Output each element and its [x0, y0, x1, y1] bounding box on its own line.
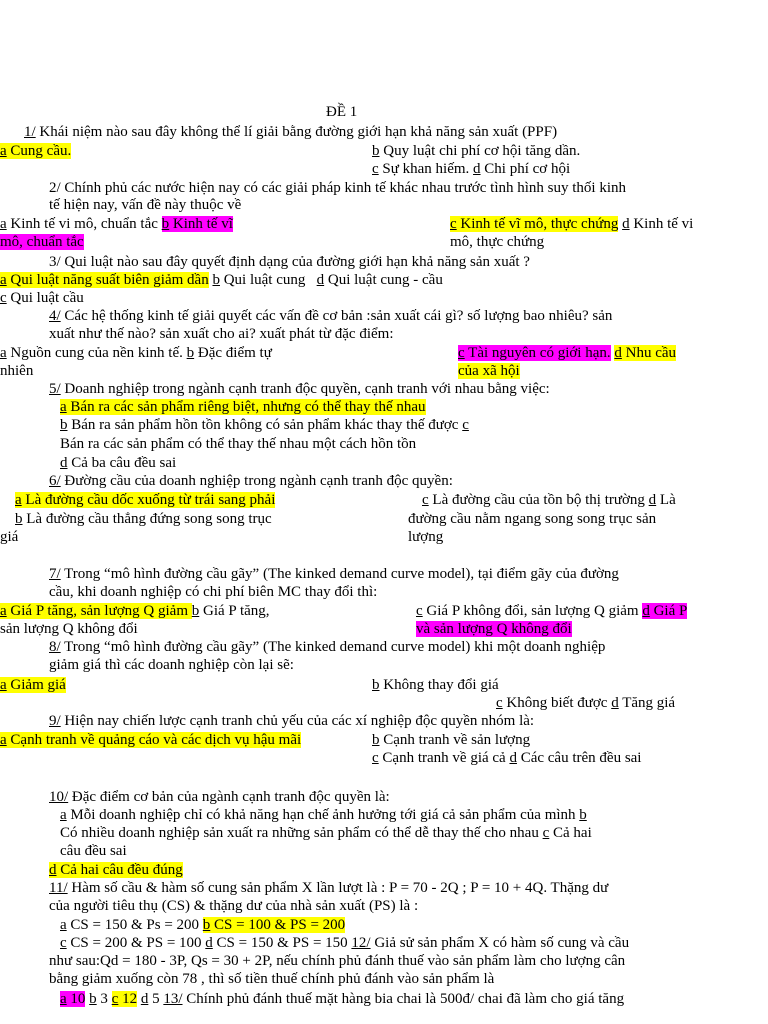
question-5: 5/ Doanh nghiệp trong ngành cạnh tranh độc quyền, cạnh tranh với nhau bằng việc: — [49, 381, 550, 397]
q12-options-q13: a 10 b 3 c 12 d 5 13/ Chính phủ đánh thuế mặt hàng bia chai là 500đ/ chai đã làm cho giá tăng — [60, 991, 625, 1007]
q3-options-a-b-d: a Qui luật năng suất biên giảm dần b Qui luật cung d Qui luật cung - cầu — [0, 272, 443, 288]
question-1: 1/ Khái niệm nào sau đây không thể lí giải bằng đường giới hạn khả năng sản xuất (PPF) — [24, 124, 558, 140]
q7-option-a-b: a Giá P tăng, sản lượng Q giảm b Giá P tăng, — [0, 603, 270, 619]
exam-title: ĐỀ 1 — [326, 104, 358, 120]
q4-option-b-cont: nhiên — [0, 363, 34, 379]
q8-option-a: a Giảm giá — [0, 677, 66, 693]
question-6: 6/ Đường cầu của doanh nghiệp trong ngành cạnh tranh độc quyền: — [49, 473, 453, 489]
q3-option-c: c Qui luật cầu — [0, 290, 84, 306]
q6-option-d-cont1: đường cầu nằm ngang song song trục sản — [408, 511, 657, 527]
q10-option-b-c: Có nhiều doanh nghiệp sản xuất ra những sản phẩm có thể dễ thay thế cho nhau c Cả hai — [60, 825, 592, 841]
question-12-line3: bằng giảm xuống còn 78 , thì số tiền thuế chính phủ đánh vào sản phẩm là — [49, 971, 495, 987]
question-2-line2: tế hiện nay, vấn đề này thuộc về — [49, 197, 242, 213]
q5-option-a: a Bán ra các sản phẩm riêng biệt, nhưng có thể thay thế nhau — [60, 399, 426, 415]
q1-option-a: a Cung cầu. — [0, 143, 72, 159]
q9-option-c-d: c Cạnh tranh về giá cả d Các câu trên đều sai — [372, 750, 642, 766]
question-11-line2: của người tiêu thụ (CS) & thặng dư của nhà sản xuất (PS) là : — [49, 898, 419, 914]
question-10: 10/ Đặc điểm cơ bản của ngành cạnh tranh độc quyền là: — [49, 789, 390, 805]
q6-option-a: a Là đường cầu dốc xuống từ trái sang phải — [15, 492, 276, 508]
q6-option-c-d: c Là đường cầu của tồn bộ thị trường d Là — [422, 492, 676, 508]
question-11-line1: 11/ Hàm số cầu & hàm số cung sản phẩm X lần lượt là : P = 70 - 2Q ; P = 10 + 4Q. Thặng dư — [49, 880, 609, 896]
q2-option-a-b: a Kinh tế vi mô, chuẩn tắc b Kinh tế vĩ — [0, 216, 233, 232]
q10-option-d: d Cả hai câu đều đúng — [49, 862, 183, 878]
q6-option-b-cont: giá — [0, 529, 19, 545]
q1-option-b: b Quy luật chi phí cơ hội tăng dần. — [372, 143, 581, 159]
q5-option-d: d Cả ba câu đều sai — [60, 455, 177, 471]
q11-option-a-b: a CS = 150 & Ps = 200 b CS = 100 & PS = 200 — [60, 917, 346, 933]
q4-option-a-b: a Nguồn cung của nền kinh tế. b Đặc điểm tự — [0, 345, 272, 361]
q9-option-a: a Cạnh tranh về quảng cáo và các dịch vụ hậu mãi — [0, 732, 302, 748]
q9-option-b: b Cạnh tranh về sản lượng — [372, 732, 531, 748]
q5-option-b: b Bán ra sản phẩm hồn tồn không có sản phẩm khác thay thế được c — [60, 417, 469, 433]
q2-option-c-d: c Kinh tế vĩ mô, thực chứng d Kinh tế vi — [450, 216, 694, 232]
question-3: 3/ Qui luật nào sau đây quyết định dạng của đường giới hạn khả năng sản xuất ? — [49, 254, 530, 270]
q7-option-b-cont: sản lượng Q không đổi — [0, 621, 138, 637]
question-4-line2: xuất như thế nào? sản xuất cho ai? xuất phát từ đặc điểm: — [49, 326, 394, 342]
q4-option-d-cont: của xã hội — [458, 363, 520, 379]
q8-option-b: b Không thay đổi giá — [372, 677, 499, 693]
q8-option-c-d: c Không biết được d Tăng giá — [496, 695, 676, 711]
question-8-line1: 8/ Trong “mô hình đường cầu gãy” (The kinked demand curve model) khi một doanh nghiệp — [49, 639, 606, 655]
question-9: 9/ Hiện nay chiến lược cạnh tranh chủ yếu của các xí nghiệp độc quyền nhóm là: — [49, 713, 535, 729]
q10-option-a: a Mỗi doanh nghiệp chỉ có khả năng hạn chế ảnh hưởng tới giá cả sản phẩm của mình b — [60, 807, 587, 823]
q4-option-c-d: c Tài nguyên có giới hạn. d Nhu cầu — [458, 345, 677, 361]
question-2-line1: 2/ Chính phủ các nước hiện nay có các giải pháp kinh tế khác nhau trước tình hình suy thối kinh — [49, 180, 626, 196]
q1-option-c-d: c Sự khan hiếm. d Chi phí cơ hội — [372, 161, 571, 177]
question-4-line1: 4/ Các hệ thống kinh tế giải quyết các vấn đề cơ bản :sản xuất cái gì? số lượng bao nhiêu? sản — [49, 308, 613, 324]
q6-option-d-cont2: lượng — [408, 529, 444, 545]
question-7-line1: 7/ Trong “mô hình đường cầu gãy” (The kinked demand curve model), tại điểm gãy của đường — [49, 566, 619, 582]
question-7-line2: cầu, khi doanh nghiệp có chi phí biên MC thay đổi thì: — [49, 584, 378, 600]
q7-option-d-cont: và sản lượng Q không đổi — [416, 621, 572, 637]
q7-option-c-d: c Giá P không đổi, sản lượng Q giảm d Giá P — [416, 603, 688, 619]
q2-option-d-cont: mô, thực chứng — [450, 234, 545, 250]
question-12-line2: như sau:Qd = 180 - 3P, Qs = 30 + 2P, nếu chính phủ đánh thuế vào sản phẩm làm cho lượng cân — [49, 953, 626, 969]
q2-option-b-cont: mô, chuẩn tắc — [0, 234, 84, 250]
q5-option-c: Bán ra các sản phẩm có thể thay thế nhau một cách hồn tồn — [60, 436, 417, 452]
q6-option-b: b Là đường cầu thẳng đứng song song trục — [15, 511, 272, 527]
q10-option-c-cont: câu đều sai — [60, 843, 127, 859]
q11-option-c-d-q12: c CS = 200 & PS = 100 d CS = 150 & PS = 150 12/ Giả sử sản phẩm X có hàm số cung và cầu — [60, 935, 630, 951]
question-8-line2: giảm giá thì các doanh nghiệp còn lại sẽ: — [49, 657, 294, 673]
